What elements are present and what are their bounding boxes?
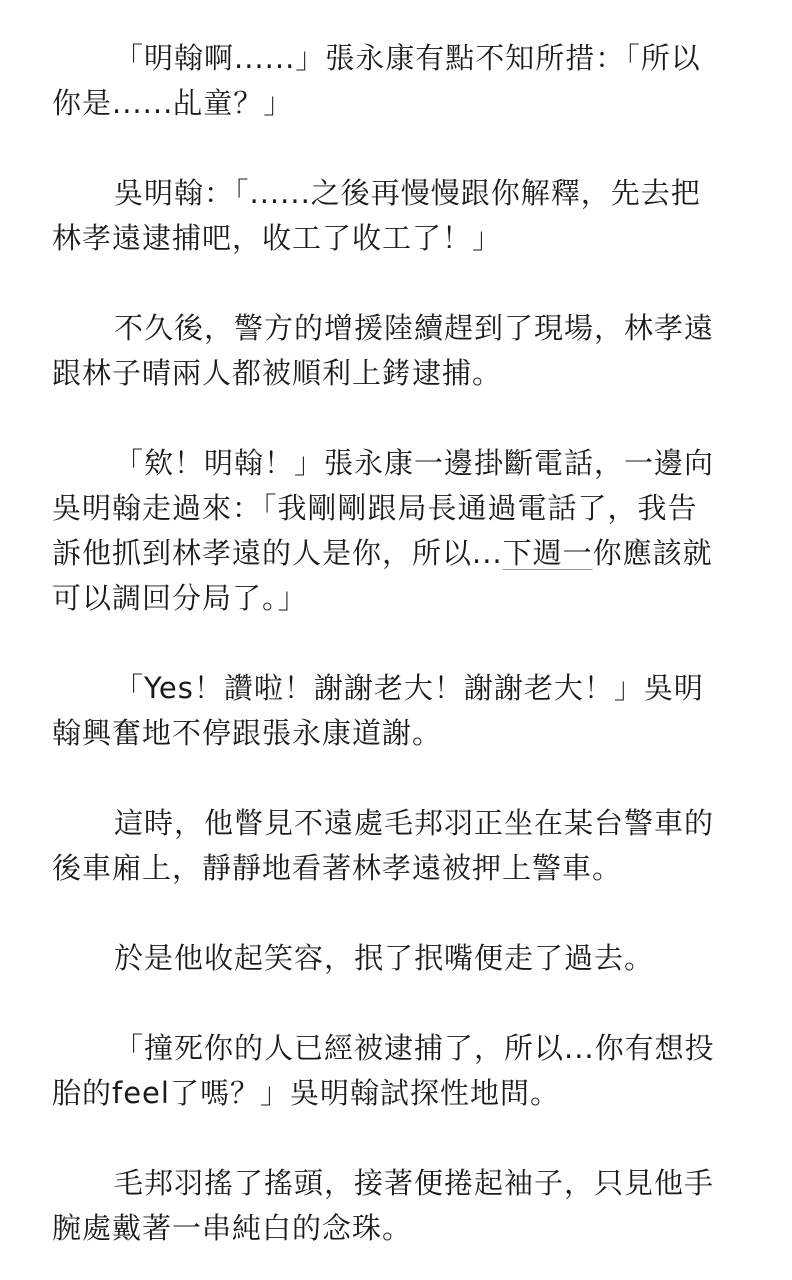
paragraph: 「撞死你的人已經被逮捕了，所以...你有想投胎的feel了嗎？」吳明翰試探性地問。: [52, 1031, 715, 1110]
paragraph: 「Yes！讚啦！謝謝老大！謝謝老大！」吳明翰興奮地不停跟張永康道謝。: [52, 671, 704, 750]
paragraph-text: 你應該就可以調回分局了。」: [52, 536, 713, 615]
paragraph: 毛邦羽搖了搖頭，接著便捲起袖子，只見他手腕處戴著一串純白的念珠。: [52, 1166, 715, 1245]
paragraph: 「明翰啊......」張永康有點不知所措：「所以你是......乩童？」: [52, 41, 701, 120]
paragraph: 於是他收起笑容，抿了抿嘴便走了過去。: [114, 941, 655, 975]
article-body: [52, 36, 724, 1251]
paragraph: 這時，他瞥見不遠處毛邦羽正坐在某台警車的後車廂上，靜靜地看著林孝遠被押上警車。: [52, 806, 715, 885]
paragraph: [52, 441, 724, 621]
underlined-phrase: 下週一: [502, 536, 593, 570]
paragraph-text: 「欸！明翰！」張永康一邊掛斷電話，一邊向吳明翰走過來：「我剛剛跟局長通過電話了，我告訴他抓到林孝遠的人是你，所以...: [52, 446, 715, 570]
paragraph: 不久後，警方的增援陸續趕到了現場，林孝遠跟林子晴兩人都被順利上銬逮捕。: [52, 311, 715, 390]
paragraph: 吳明翰：「......之後再慢慢跟你解釋，先去把林孝遠逮捕吧，收工了收工了！」: [52, 176, 701, 255]
